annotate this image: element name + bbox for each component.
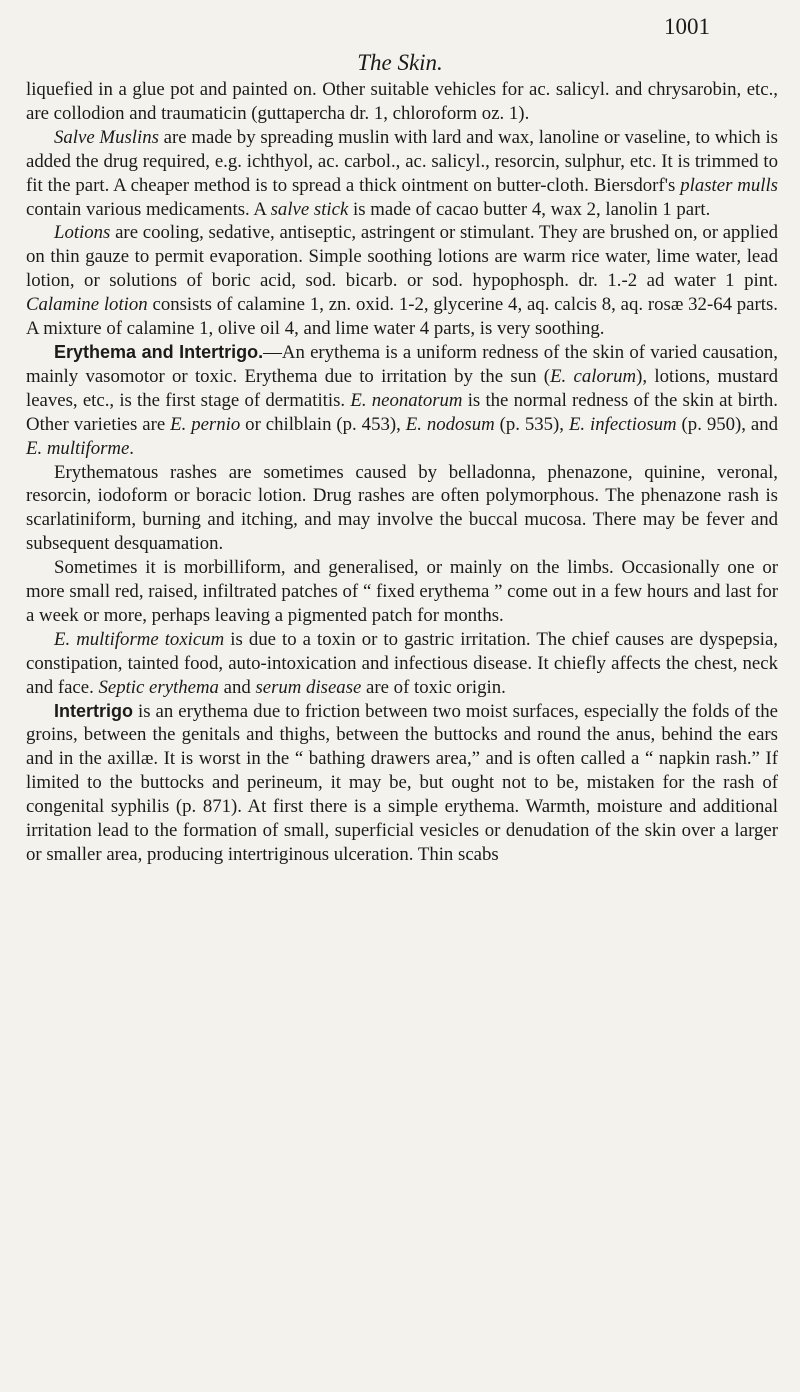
term-calamine-lotion: Calamine lotion [26,294,148,316]
paragraph-salve-muslins: Salve Muslins are made by spreading muslin with lard and wax, lanoline or vaseline, to which is added the drug required, e.g. ichthyol, ac. carbol., ac. salicyl., resorcin, sulphur, etc. It is trimmed to fit the part. A cheaper method is to spread a thick ointment on butter-cloth. Biersdorf's plaster mulls contain various medicaments. A salve stick is made of cacao butter 4, wax 2, lanolin 1 part. [26,126,778,220]
section-heading-intertrigo: Intertrigo [54,700,133,721]
paragraph-drug-rashes: Erythematous rashes are sometimes caused by belladonna, phenazone, quinine, veronal, resorcin, iodoform or boracic lotion. Drug rashes are often polymorphous. The phenazone rash is scarlatiniform, burning and itching, and may involve the buccal mucosa. There may be fever and subsequent desquamation. [26,461,778,555]
body-text [26,78,778,867]
term-salve-stick: salve stick [270,198,349,220]
paragraph-lotions: Lotions are cooling, sedative, antiseptic, astringent or stimulant. They are brushed on, or applied on thin gauze to permit evaporation. Simple soothing lotions are warm rice water, lime water, lead lotion, or solutions of boric acid, sod. bicarb. or sod. hypophosph. dr. 1.-2 ad water 1 pint. Calamine lotion consists of calamine 1, zn. oxid. 1-2, glycerine 4, aq. calcis 8, aq. rosæ 32-64 parts. A mixture of calamine 1, olive oil 4, and lime water 4 parts, is very soothing. [26,222,778,340]
paragraph-erythema: Erythema and Intertrigo.—An erythema is a uniform redness of the skin of varied causation, mainly vasomotor or toxic. Erythema due to irritation by the sun (E. calorum), lotions, mustard leaves, etc., is the first stage of dermatitis. E. neonatorum is the normal redness of the skin at birth. Other varieties are E. pernio or chilblain (p. 453), E. nodosum (p. 535), E. infectiosum (p. 950), and E. multiforme. [26,341,778,459]
term-plaster-mulls: plaster mulls [680,174,778,196]
paragraph-intertrigo: Intertrigo is an erythema due to friction between two moist surfaces, especially the folds of the groins, between the genitals and thighs, between the buttocks and round the anus, behind the ears and in the axillæ. It is worst in the “ bathing drawers area,” and is often called a “ napkin rash.” If limited to the buttocks and perineum, it may be, but ought not to be, mistaken for the rash of congenital syphilis (p. 871). At first there is a simple erythema. Warmth, moisture and additional irritation lead to the formation of small, superficial vesicles or denudation of the skin over a larger or smaller area, producing intertriginous ulceration. Thin scabs [26,700,778,865]
term-lotions: Lotions [54,222,111,244]
term-salve-muslins: Salve Muslins [54,126,159,148]
page-number: 1001 [664,14,710,39]
running-title: The Skin. [357,50,443,75]
section-heading-erythema: Erythema and Intertrigo. [54,341,264,362]
paragraph-multiforme-toxicum: E. multiforme toxicum is due to a toxin or to gastric irritation. The chief causes are dyspepsia, constipation, tainted food, auto-intoxication and infectious disease. It chiefly affects the chest, neck and face. Septic erythema and serum disease are of toxic origin. [26,628,779,698]
paragraph-vehicles: liquefied in a glue pot and painted on. Other suitable vehicles for ac. salicyl. and chrysarobin, etc., are collodion and traumaticin (guttapercha dr. 1, chloroform oz. 1). [26,79,778,124]
paragraph-fixed-erythema: Sometimes it is morbilliform, and generalised, or mainly on the limbs. Occasionally one or more small red, raised, infiltrated patches of “ fixed erythema ” come out in a few hours and last for a week or more, perhaps leaving a pigmented patch for months. [26,557,778,626]
